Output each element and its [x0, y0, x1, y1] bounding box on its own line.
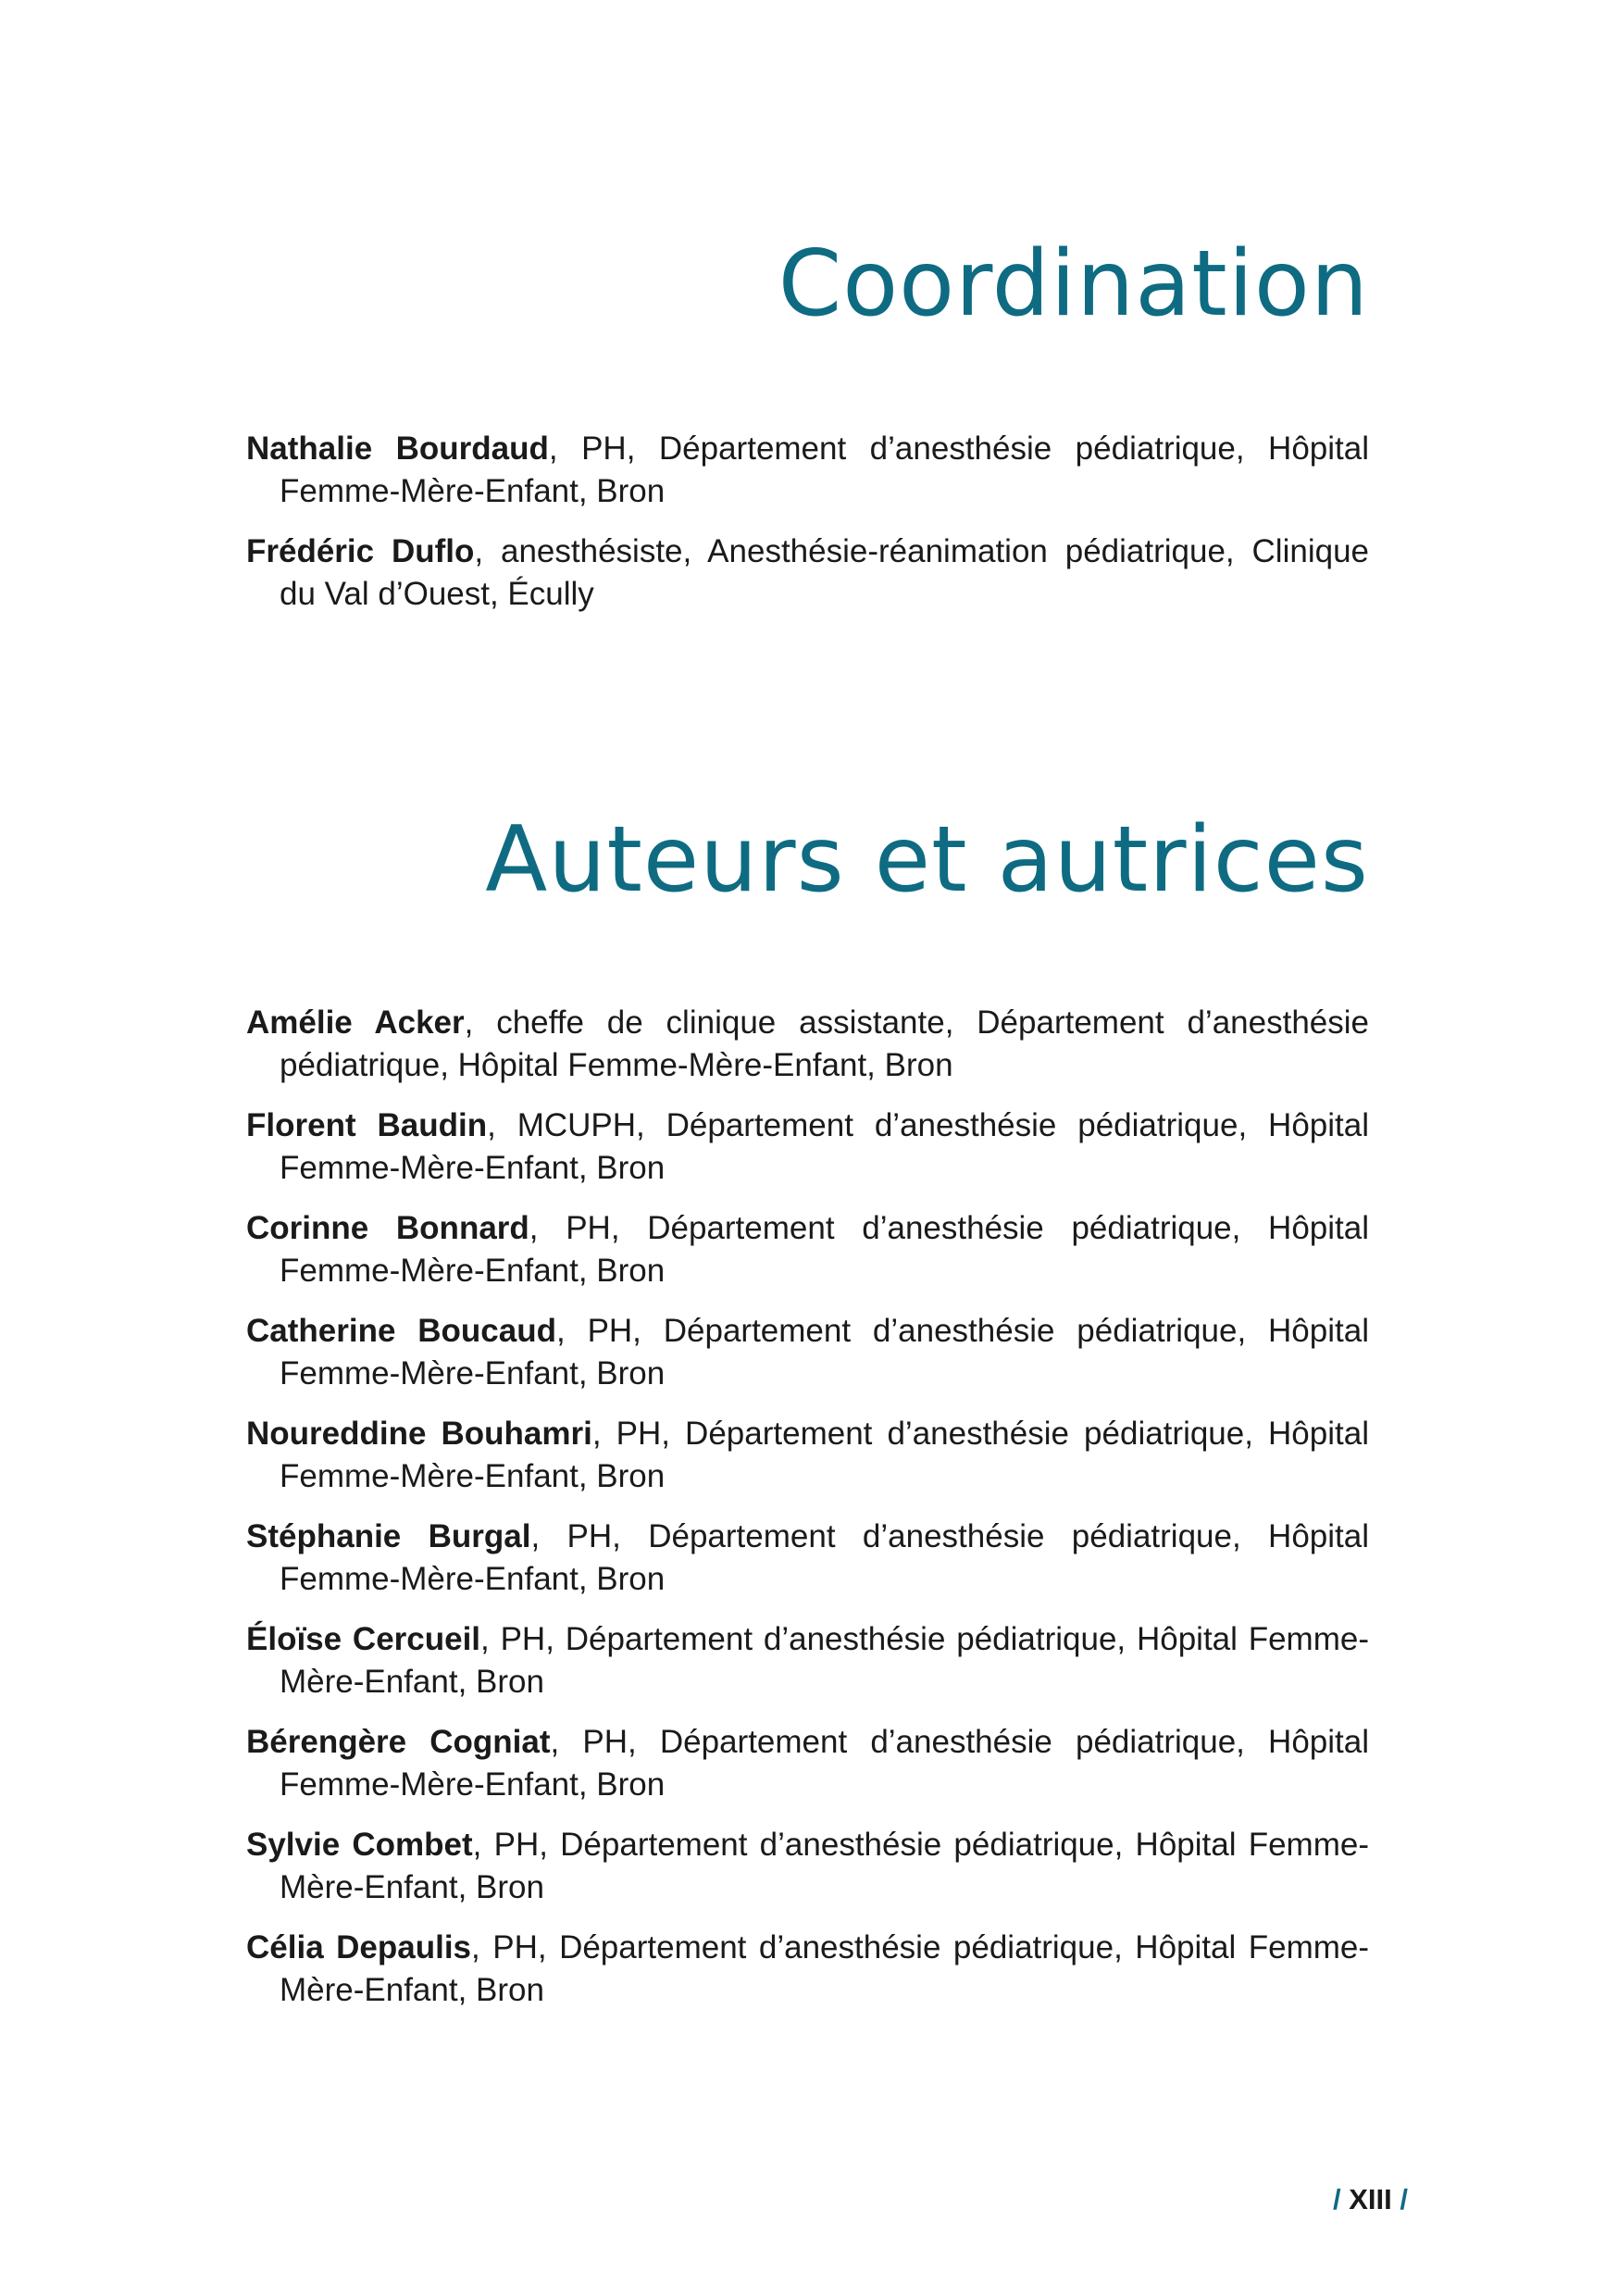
- author-entry: [246, 1927, 1369, 2012]
- person-details: , PH, Département d’anesthésie pédiatrique, Hôpital Femme-Mère-Enfant, Bron: [280, 1416, 1369, 1494]
- person-name: Catherine Boucaud: [246, 1313, 556, 1349]
- person-name: Florent Baudin: [246, 1107, 488, 1143]
- person-details: , PH, Département d’anesthésie pédiatrique, Hôpital Femme-Mère-Enfant, Bron: [280, 430, 1369, 509]
- person-name: Stéphanie Burgal: [246, 1518, 531, 1554]
- coordination-entry: [246, 428, 1369, 513]
- page-number-slash-right: /: [1400, 2183, 1408, 2215]
- person-details: , PH, Département d’anesthésie pédiatrique, Hôpital Femme-Mère-Enfant, Bron: [280, 1210, 1369, 1289]
- authors-list: [246, 1002, 1369, 2029]
- person-name: Sylvie Combet: [246, 1827, 473, 1863]
- coordination-list: [246, 428, 1369, 633]
- coordination-entry: [246, 530, 1369, 616]
- page-number-value: XIII: [1349, 2183, 1392, 2215]
- authors-heading: Auteurs et autrices: [485, 807, 1369, 913]
- page-number: [1333, 2183, 1408, 2216]
- person-details: , MCUPH, Département d’anesthésie pédiatrique, Hôpital Femme-Mère-Enfant, Bron: [280, 1107, 1369, 1186]
- person-details: , PH, Département d’anesthésie pédiatrique, Hôpital Femme-Mère-Enfant, Bron: [280, 1621, 1369, 1700]
- person-details: , anesthésiste, Anesthésie-réanimation pédiatrique, Clinique du Val d’Ouest, Écully: [280, 533, 1369, 612]
- person-name: Éloïse Cercueil: [246, 1621, 481, 1657]
- coordination-heading: Coordination: [778, 231, 1369, 337]
- person-details: , PH, Département d’anesthésie pédiatrique, Hôpital Femme-Mère-Enfant, Bron: [280, 1724, 1369, 1803]
- person-details: , cheffe de clinique assistante, Département d’anesthésie pédiatrique, Hôpital Femme-Mère-Enfant, Bron: [280, 1004, 1369, 1083]
- author-entry: [246, 1824, 1369, 1909]
- person-name: Frédéric Duflo: [246, 533, 475, 569]
- person-details: , PH, Département d’anesthésie pédiatrique, Hôpital Femme-Mère-Enfant, Bron: [280, 1313, 1369, 1391]
- person-name: Nathalie Bourdaud: [246, 430, 549, 467]
- author-entry: [246, 1207, 1369, 1292]
- author-entry: [246, 1310, 1369, 1395]
- author-entry: [246, 1413, 1369, 1498]
- person-name: Bérengère Cogniat: [246, 1724, 551, 1760]
- person-details: , PH, Département d’anesthésie pédiatrique, Hôpital Femme-Mère-Enfant, Bron: [280, 1827, 1369, 1905]
- author-entry: [246, 1104, 1369, 1190]
- person-name: Célia Depaulis: [246, 1929, 472, 1965]
- person-name: Corinne Bonnard: [246, 1210, 529, 1246]
- author-entry: [246, 1002, 1369, 1087]
- person-details: , PH, Département d’anesthésie pédiatrique, Hôpital Femme-Mère-Enfant, Bron: [280, 1929, 1369, 2008]
- person-name: Amélie Acker: [246, 1004, 465, 1041]
- author-entry: [246, 1516, 1369, 1601]
- author-entry: [246, 1618, 1369, 1703]
- person-name: Noureddine Bouhamri: [246, 1416, 592, 1452]
- author-entry: [246, 1721, 1369, 1806]
- person-details: , PH, Département d’anesthésie pédiatrique, Hôpital Femme-Mère-Enfant, Bron: [280, 1518, 1369, 1597]
- page-number-slash-left: /: [1332, 2183, 1341, 2215]
